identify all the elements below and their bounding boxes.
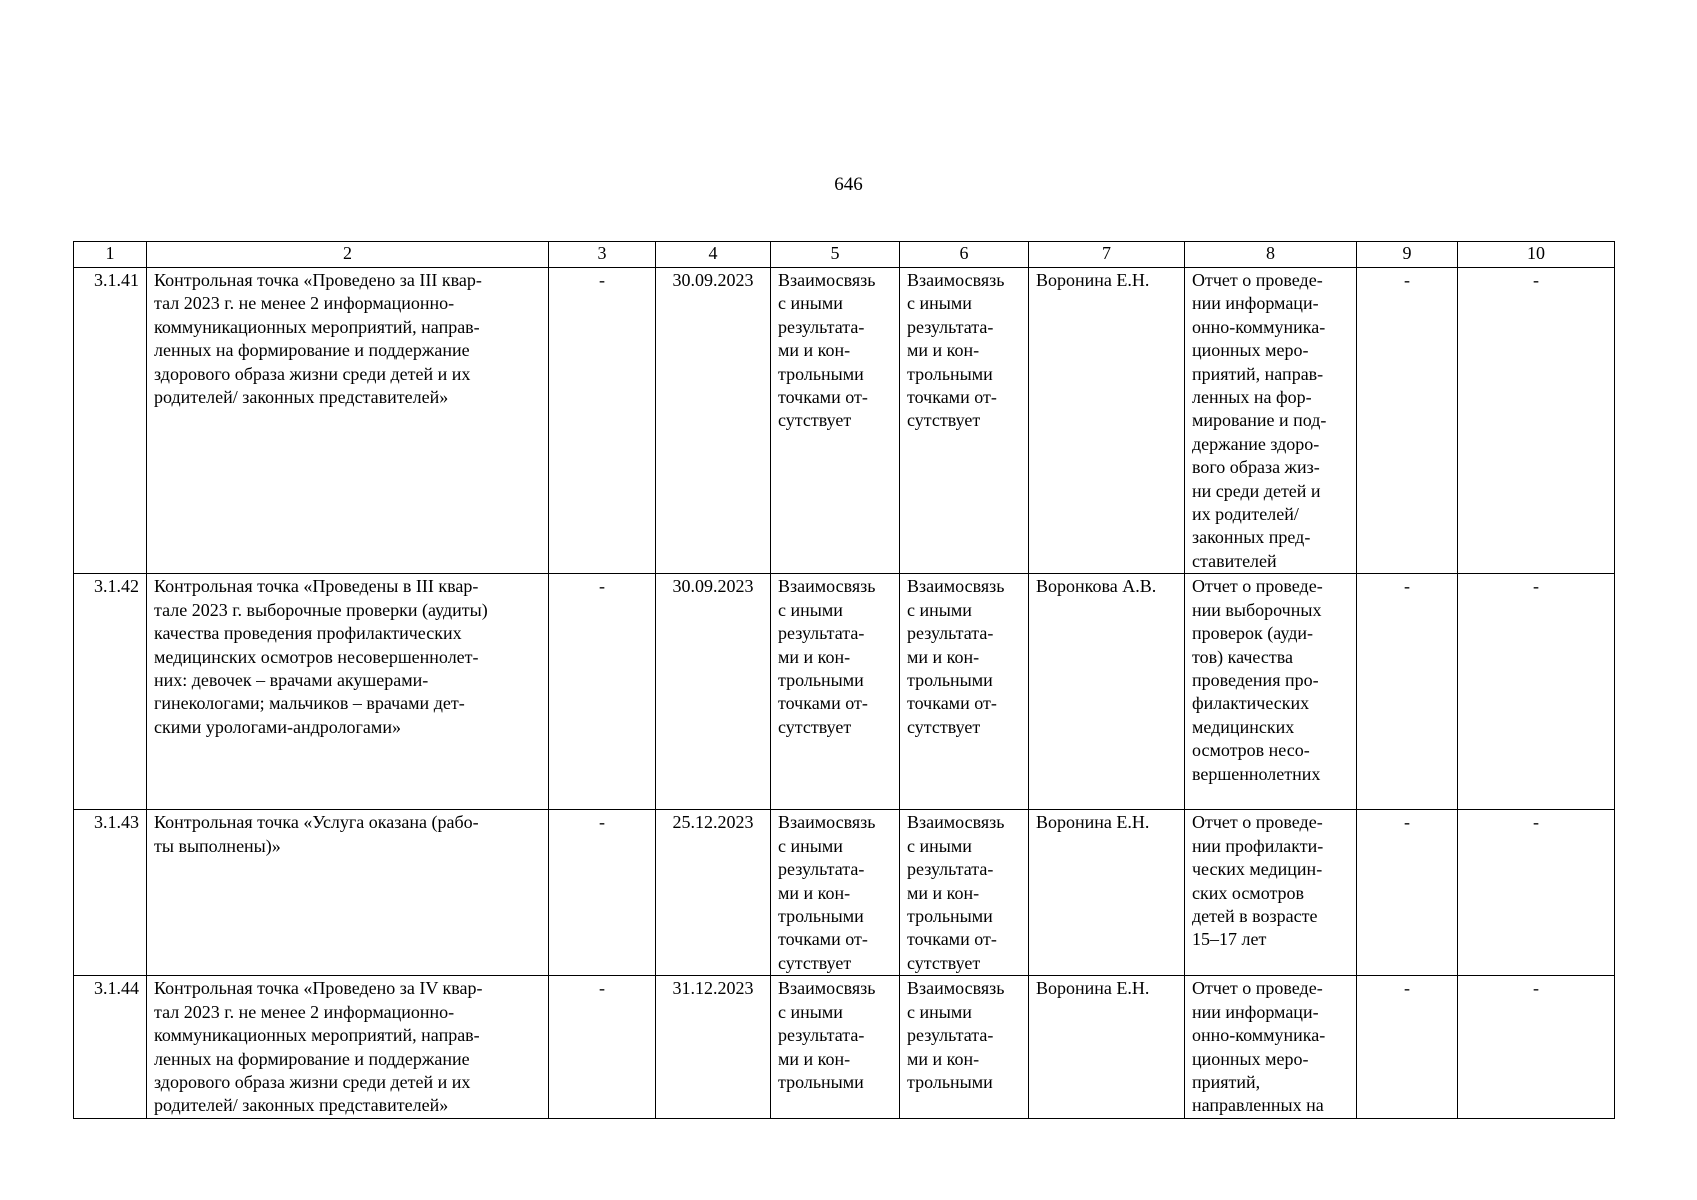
row-col5: Взаимосвязь с иными результата- ми и кон- трольными [771, 976, 900, 1119]
header-cell-4: 4 [656, 242, 771, 268]
row-col9: - [1357, 810, 1458, 976]
row-col3: - [549, 810, 656, 976]
row-col10: - [1458, 268, 1615, 574]
row-col6: Взаимосвязь с иными результата- ми и кон- трольными [900, 976, 1029, 1119]
row-col9: - [1357, 268, 1458, 574]
header-cell-5: 5 [771, 242, 900, 268]
page-number: 646 [834, 174, 863, 195]
table-row [74, 268, 1615, 574]
table-row [74, 976, 1615, 1119]
table-header-row [74, 242, 1615, 268]
row-col10: - [1458, 810, 1615, 976]
row-col6: Взаимосвязь с иными результата- ми и кон- трольными точками от- сутствует [900, 574, 1029, 810]
row-responsible: Воронина Е.Н. [1029, 268, 1185, 574]
table-row [74, 574, 1615, 810]
row-date: 25.12.2023 [656, 810, 771, 976]
row-responsible: Воронина Е.Н. [1029, 810, 1185, 976]
row-description: Контрольная точка «Услуга оказана (рабо- ты выполнены)» [147, 810, 549, 976]
row-description: Контрольная точка «Проведено за III квар- тал 2023 г. не менее 2 информационно- коммуникационных мероприятий, направ- ленных на формирование и поддержание здорового образа жизни среди детей и их родителей/ законных представителей» [147, 268, 549, 574]
row-date: 30.09.2023 [656, 574, 771, 810]
header-cell-3: 3 [549, 242, 656, 268]
header-cell-1: 1 [74, 242, 147, 268]
header-cell-8: 8 [1185, 242, 1357, 268]
row-col3: - [549, 574, 656, 810]
row-number: 3.1.43 [74, 810, 147, 976]
header-cell-9: 9 [1357, 242, 1458, 268]
header-cell-7: 7 [1029, 242, 1185, 268]
row-document: Отчет о проведе- нии профилакти- ческих медицин- ских осмотров детей в возрасте 15–17 лет [1185, 810, 1357, 976]
row-date: 30.09.2023 [656, 268, 771, 574]
row-col6: Взаимосвязь с иными результата- ми и кон- трольными точками от- сутствует [900, 268, 1029, 574]
row-responsible: Воронкова А.В. [1029, 574, 1185, 810]
row-col5: Взаимосвязь с иными результата- ми и кон- трольными точками от- сутствует [771, 268, 900, 574]
row-responsible: Воронина Е.Н. [1029, 976, 1185, 1119]
header-cell-10: 10 [1458, 242, 1615, 268]
row-number: 3.1.41 [74, 268, 147, 574]
row-col3: - [549, 268, 656, 574]
row-col10: - [1458, 976, 1615, 1119]
row-number: 3.1.42 [74, 574, 147, 810]
row-date: 31.12.2023 [656, 976, 771, 1119]
row-col6: Взаимосвязь с иными результата- ми и кон- трольными точками от- сутствует [900, 810, 1029, 976]
row-col9: - [1357, 574, 1458, 810]
row-col10: - [1458, 574, 1615, 810]
header-cell-6: 6 [900, 242, 1029, 268]
row-document: Отчет о проведе- нии информаци- онно-коммуника- ционных меро- приятий, направ- ленных на фор- мирование и под- держание здоро- вого образа жиз- ни среди детей и их родителей/ законных пред- ставителей [1185, 268, 1357, 574]
row-document: Отчет о проведе- нии выборочных проверок (ауди- тов) качества проведения про- филактических медицинских осмотров несо- вершеннолетних [1185, 574, 1357, 810]
row-col3: - [549, 976, 656, 1119]
row-description: Контрольная точка «Проведены в III квар- тале 2023 г. выборочные проверки (аудиты) качества проведения профилактических медицинских осмотров несовершеннолет- них: девочек – врачами акушерами- гинекологами; мальчиков – врачами дет- скими урологами-андрологами» [147, 574, 549, 810]
row-document: Отчет о проведе- нии информаци- онно-коммуника- ционных меро- приятий, направленных на [1185, 976, 1357, 1119]
header-cell-2: 2 [147, 242, 549, 268]
row-col9: - [1357, 976, 1458, 1119]
row-description: Контрольная точка «Проведено за IV квар- тал 2023 г. не менее 2 информационно- коммуникационных мероприятий, направ- ленных на формирование и поддержание здорового образа жизни среди детей и их родителей/ законных представителей» [147, 976, 549, 1119]
row-number: 3.1.44 [74, 976, 147, 1119]
row-col5: Взаимосвязь с иными результата- ми и кон- трольными точками от- сутствует [771, 574, 900, 810]
control-points-table [73, 241, 1615, 1119]
table-row [74, 810, 1615, 976]
row-col5: Взаимосвязь с иными результата- ми и кон- трольными точками от- сутствует [771, 810, 900, 976]
